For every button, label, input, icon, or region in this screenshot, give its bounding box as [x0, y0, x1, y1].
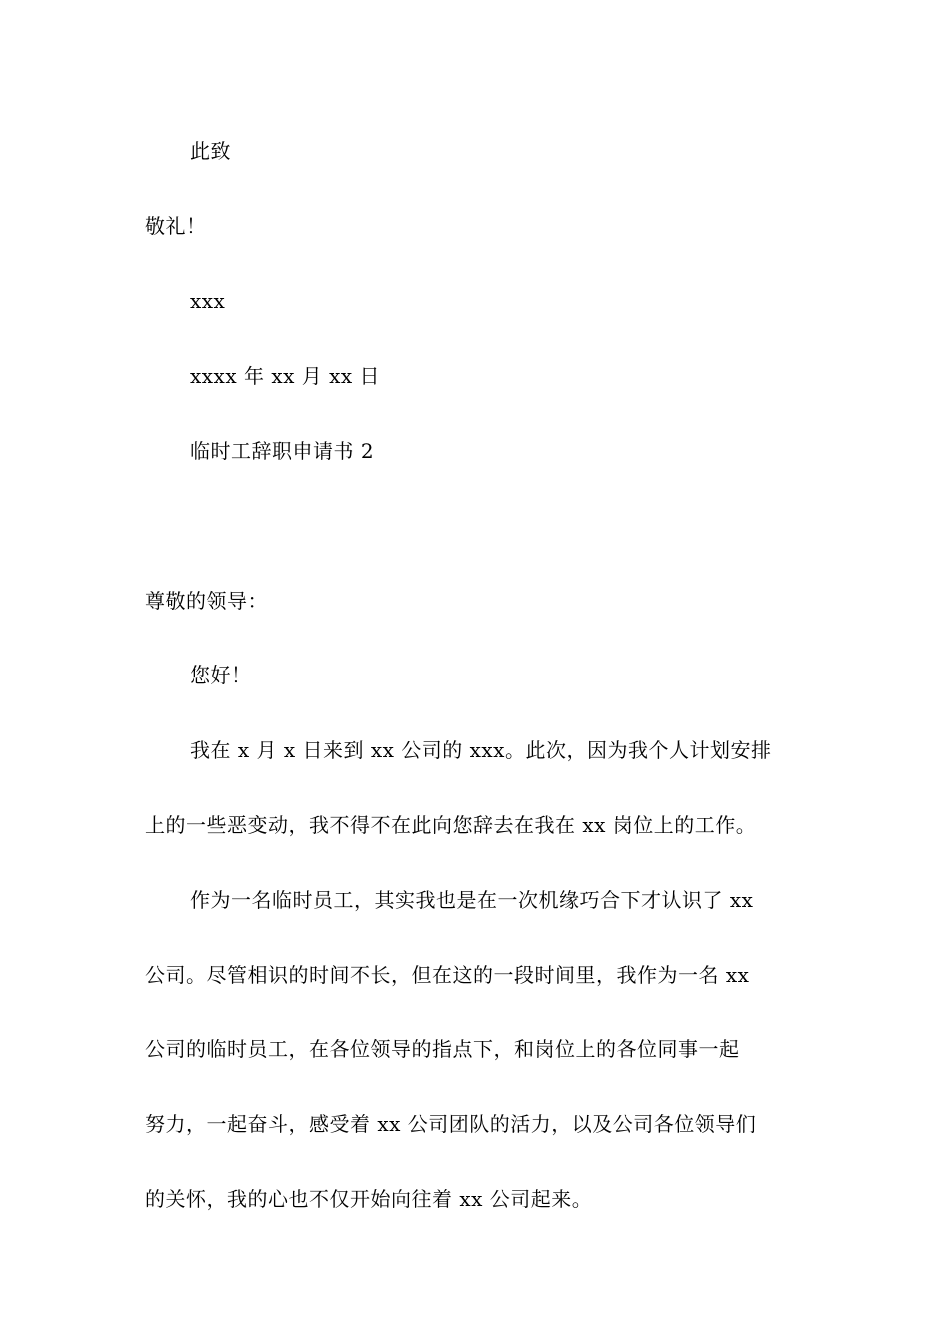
closing-line: 此致: [190, 139, 231, 163]
body-line: 作为一名临时员工，其实我也是在一次机缘巧合下才认识了 xx: [190, 888, 754, 912]
letter-heading: 临时工辞职申请书 2: [190, 439, 375, 463]
signature-line: xxx: [190, 289, 226, 313]
hello-line: 您好！: [190, 663, 252, 687]
body-line: 努力，一起奋斗，感受着 xx 公司团队的活力，以及公司各位领导们: [145, 1112, 757, 1136]
salute-line: 敬礼！: [145, 214, 207, 238]
date-line: xxxx 年 xx 月 xx 日: [190, 364, 381, 388]
body-line: 公司的临时员工，在各位领导的指点下，和岗位上的各位同事一起: [145, 1037, 740, 1061]
body-line: 我在 x 月 x 日来到 xx 公司的 xxx。此次，因为我个人计划安排: [190, 738, 772, 762]
body-line: 的关怀，我的心也不仅开始向往着 xx 公司起来。: [145, 1187, 593, 1211]
body-line: 上的一些恶变动，我不得不在此向您辞去在我在 xx 岗位上的工作。: [145, 813, 757, 837]
body-line: 公司。尽管相识的时间不长，但在这的一段时间里，我作为一名 xx: [145, 963, 750, 987]
greeting-line: 尊敬的领导：: [145, 589, 268, 613]
